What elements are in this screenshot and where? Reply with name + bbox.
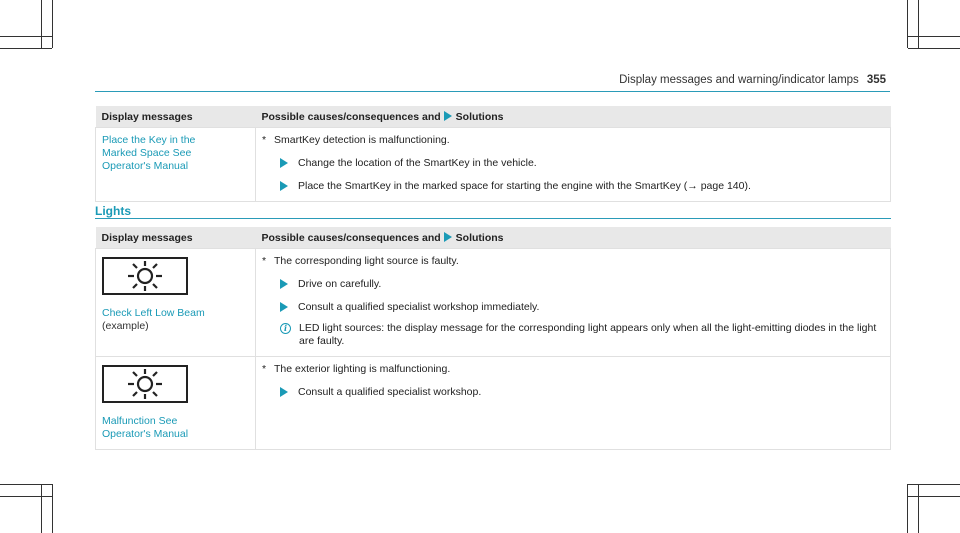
table-row xyxy=(96,357,891,450)
column-header-causes: Possible causes/consequences and Solutions xyxy=(256,227,891,249)
crop-mark xyxy=(41,484,42,533)
table-header-row xyxy=(96,227,891,249)
page-header-title: Display messages and warning/indicator lamps xyxy=(619,74,859,86)
display-message-cell xyxy=(96,249,256,357)
table-row xyxy=(96,128,891,202)
cause-text: The exterior lighting is malfunctioning. xyxy=(274,363,451,375)
section-title: Lights xyxy=(95,204,131,218)
section-rule xyxy=(95,218,891,219)
play-arrow-icon xyxy=(280,181,288,191)
play-arrow-icon xyxy=(280,279,288,289)
solution-step-text: Drive on carefully. xyxy=(298,278,382,290)
cause-text: The corresponding light source is faulty. xyxy=(274,255,459,267)
header-rule xyxy=(95,91,890,92)
solution-step-text: Consult a qualified specialist workshop. xyxy=(298,386,482,398)
display-message-text: Malfunction See Operator's Manual xyxy=(102,415,189,440)
asterisk-bullet: * xyxy=(262,255,267,267)
play-arrow-icon xyxy=(444,111,452,121)
info-icon: i xyxy=(280,323,291,334)
crop-mark xyxy=(908,496,960,497)
crop-mark xyxy=(918,0,919,48)
solution-step xyxy=(280,180,884,193)
solution-step-text: Change the location of the SmartKey in the vehicle. xyxy=(298,157,537,169)
play-arrow-icon xyxy=(280,158,288,168)
asterisk-bullet: * xyxy=(262,363,267,375)
display-message-text: Place the Key in the Marked Space See Operator's Manual xyxy=(102,134,196,172)
solution-step xyxy=(280,278,884,291)
page-header xyxy=(619,74,886,86)
solution-step xyxy=(280,301,884,314)
play-arrow-icon xyxy=(444,232,452,242)
exterior-light-lamp-icon xyxy=(102,257,188,295)
crop-mark xyxy=(41,0,42,48)
crop-mark xyxy=(908,48,960,49)
cause-line xyxy=(262,255,884,268)
table-row xyxy=(96,249,891,357)
cause-line xyxy=(262,134,884,147)
solution-step xyxy=(280,386,884,399)
crop-mark xyxy=(908,36,960,37)
lights-message-table xyxy=(95,227,891,450)
info-note-text: LED light sources: the display message for the corresponding light appears only when all the light-emitting diodes in the light are faulty. xyxy=(299,322,877,347)
info-note xyxy=(280,322,884,348)
page-number: 355 xyxy=(866,74,886,86)
solution-step-text: Consult a qualified specialist workshop immediately. xyxy=(298,301,540,313)
cause-text: SmartKey detection is malfunctioning. xyxy=(274,134,450,146)
causes-cell xyxy=(256,128,891,202)
asterisk-bullet: * xyxy=(262,134,267,146)
crop-mark xyxy=(918,484,919,533)
crop-mark xyxy=(0,484,52,485)
column-header-causes: Possible causes/consequences and Solutions xyxy=(256,106,891,128)
crop-mark xyxy=(52,484,53,533)
causes-cell xyxy=(256,249,891,357)
column-header-display-messages: Display messages xyxy=(96,106,256,128)
solution-step-text: Place the SmartKey in the marked space for starting the engine with the SmartKey (→ page 140). xyxy=(298,180,751,192)
display-message-text: Check Left Low Beam (example) xyxy=(102,307,205,332)
crop-mark xyxy=(907,0,908,48)
crop-mark xyxy=(0,48,52,49)
crop-mark xyxy=(907,484,908,533)
column-header-display-messages: Display messages xyxy=(96,227,256,249)
crop-mark xyxy=(0,36,52,37)
display-message-cell xyxy=(96,128,256,202)
play-arrow-icon xyxy=(280,387,288,397)
crop-mark xyxy=(908,484,960,485)
table-header-row xyxy=(96,106,891,128)
crop-mark xyxy=(0,496,52,497)
crop-mark xyxy=(52,0,53,48)
exterior-light-lamp-icon xyxy=(102,365,188,403)
solution-step xyxy=(280,157,884,170)
display-message-cell xyxy=(96,357,256,450)
cause-line xyxy=(262,363,884,376)
play-arrow-icon xyxy=(280,302,288,312)
causes-cell xyxy=(256,357,891,450)
smartkey-message-table xyxy=(95,106,891,202)
